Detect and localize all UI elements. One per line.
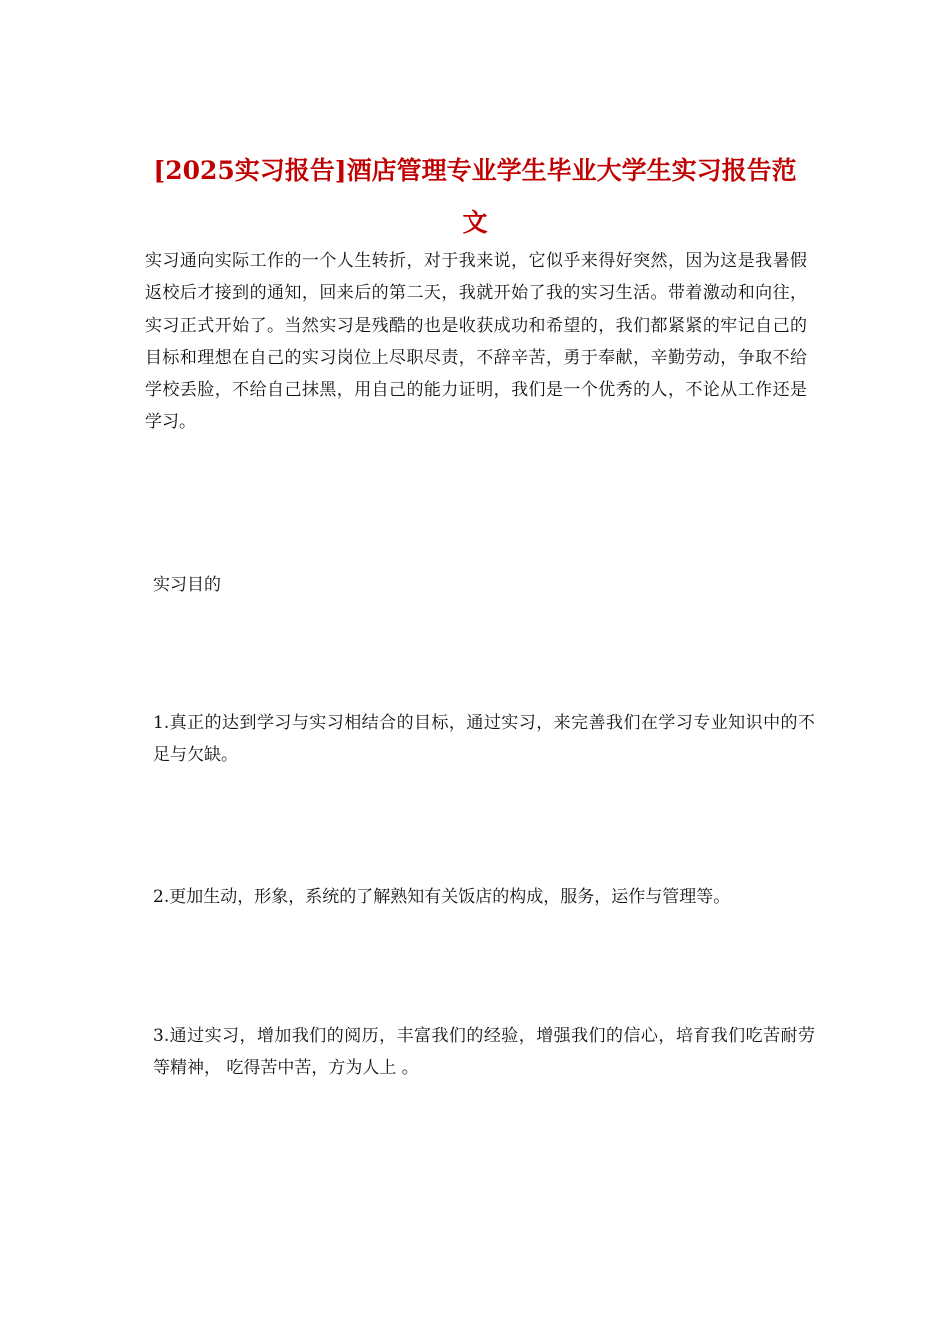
document-title: [2025实习报告]酒店管理专业学生毕业大学生实习报告范文 [153,156,797,237]
goal-item-2: 2.更加生动，形象，系统的了解熟知有关饭店的构成，服务，运作与管理等。 [153,887,731,907]
goal-item-3: 3.通过实习，增加我们的阅历，丰富我们的经验，增强我们的信心，培育我们吃苦耐劳等精神， 吃得苦中苦，方为人上 。 [153,1026,815,1079]
goal-item-1: 1.真正的达到学习与实习相结合的目标，通过实习，来完善我们在学习专业知识中的不足与欠缺。 [153,713,815,766]
intro-paragraph: 实习通向实际工作的一个人生转折，对于我来说，它似乎来得好突然，因为这是我暑假返校后才接到的通知，回来后的第二天，我就开始了我的实习生活。带着激动和向往，实习正式开始了。当然实习是残酷的也是收获成功和希望的，我们都紧紧的牢记自己的目标和理想在自己的实习岗位上尽职尽责，不辞辛苦，勇于奉献，辛勤劳动，争取不给学校丢脸，不给自己抹黑，用自己的能力证明，我们是一个优秀的人，不论从工作还是学习。 [145,251,807,433]
section-heading: 实习目的 [153,575,221,595]
